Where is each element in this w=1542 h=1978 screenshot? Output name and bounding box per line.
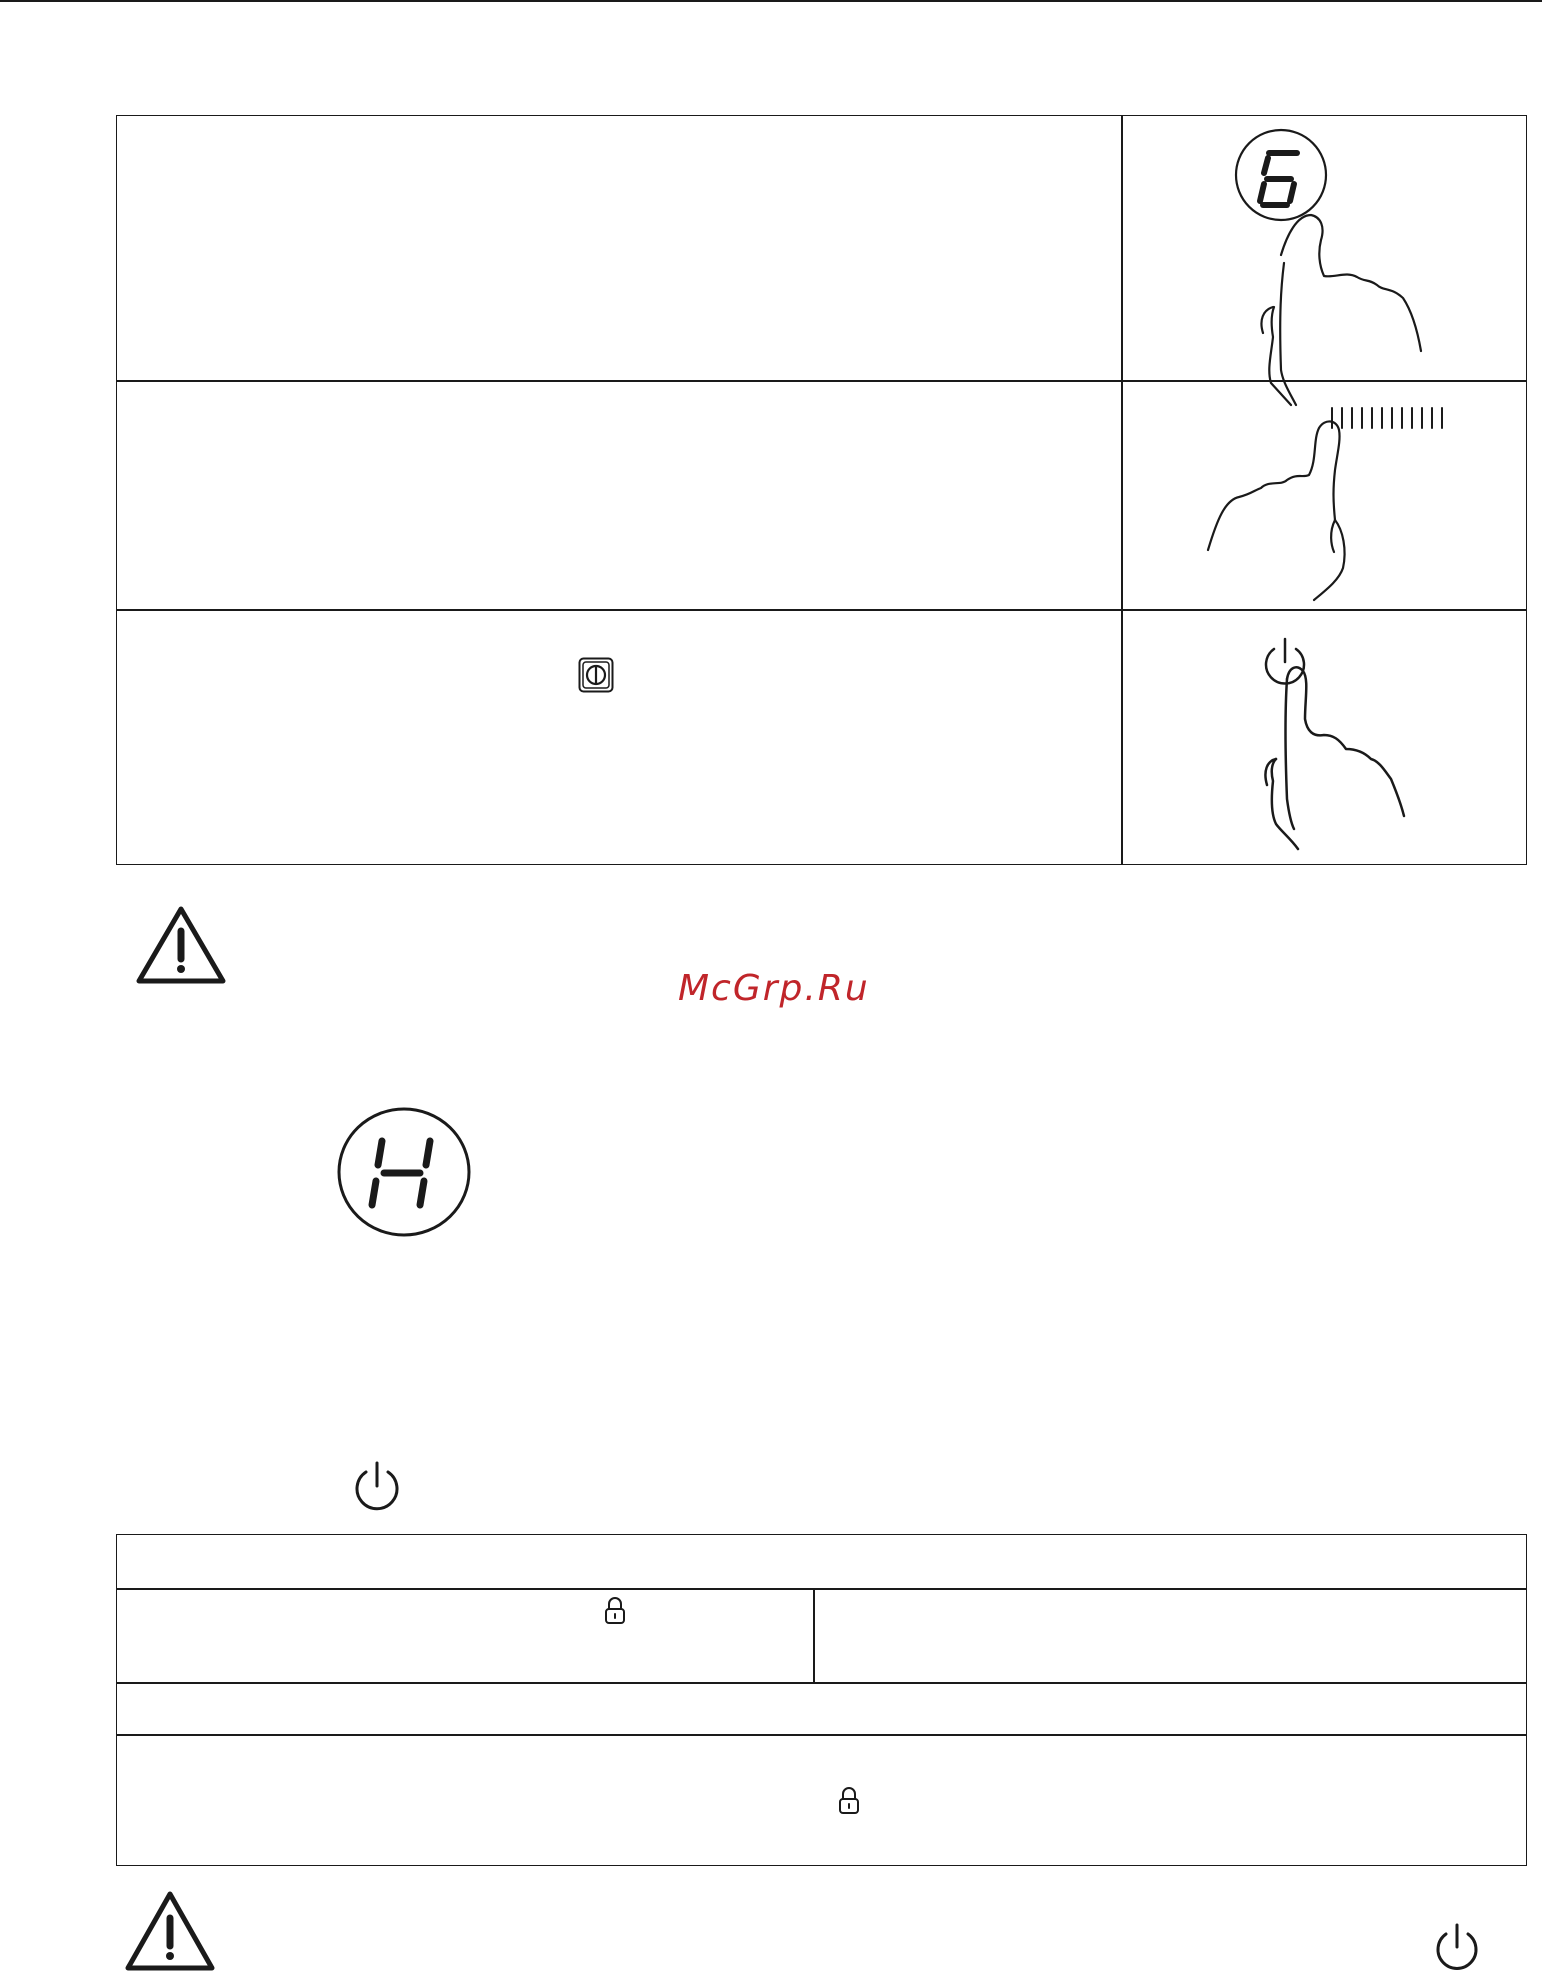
lock-table-row-divider-1 (116, 1588, 1527, 1590)
padlock-icon (838, 1786, 860, 1816)
lock-table (116, 1534, 1527, 1866)
slider-ticks (1332, 408, 1442, 428)
power-icon (352, 1460, 402, 1512)
lock-table-row-divider-2 (116, 1682, 1527, 1684)
power-touch-illustration (1121, 609, 1527, 865)
boxed-power-icon (578, 657, 614, 693)
lock-table-column-divider (813, 1588, 815, 1682)
warning-triangle-icon (135, 905, 227, 985)
residual-heat-display (335, 1105, 473, 1239)
page-top-rule (0, 0, 1542, 2)
lock-table-row-divider-3 (116, 1734, 1527, 1736)
slider-touch-illustration (1121, 380, 1527, 609)
seven-segment-6-icon (1260, 153, 1297, 205)
seven-segment-H-icon (372, 1141, 430, 1205)
inline-boxed-power-key (578, 657, 614, 693)
power-icon (1433, 1922, 1481, 1972)
power-icon (1266, 639, 1304, 683)
padlock-icon (604, 1596, 626, 1626)
touch-display-six-illustration (1121, 115, 1527, 380)
warning-triangle-icon (124, 1890, 216, 1972)
watermark-text: McGrp.Ru (678, 968, 870, 1009)
